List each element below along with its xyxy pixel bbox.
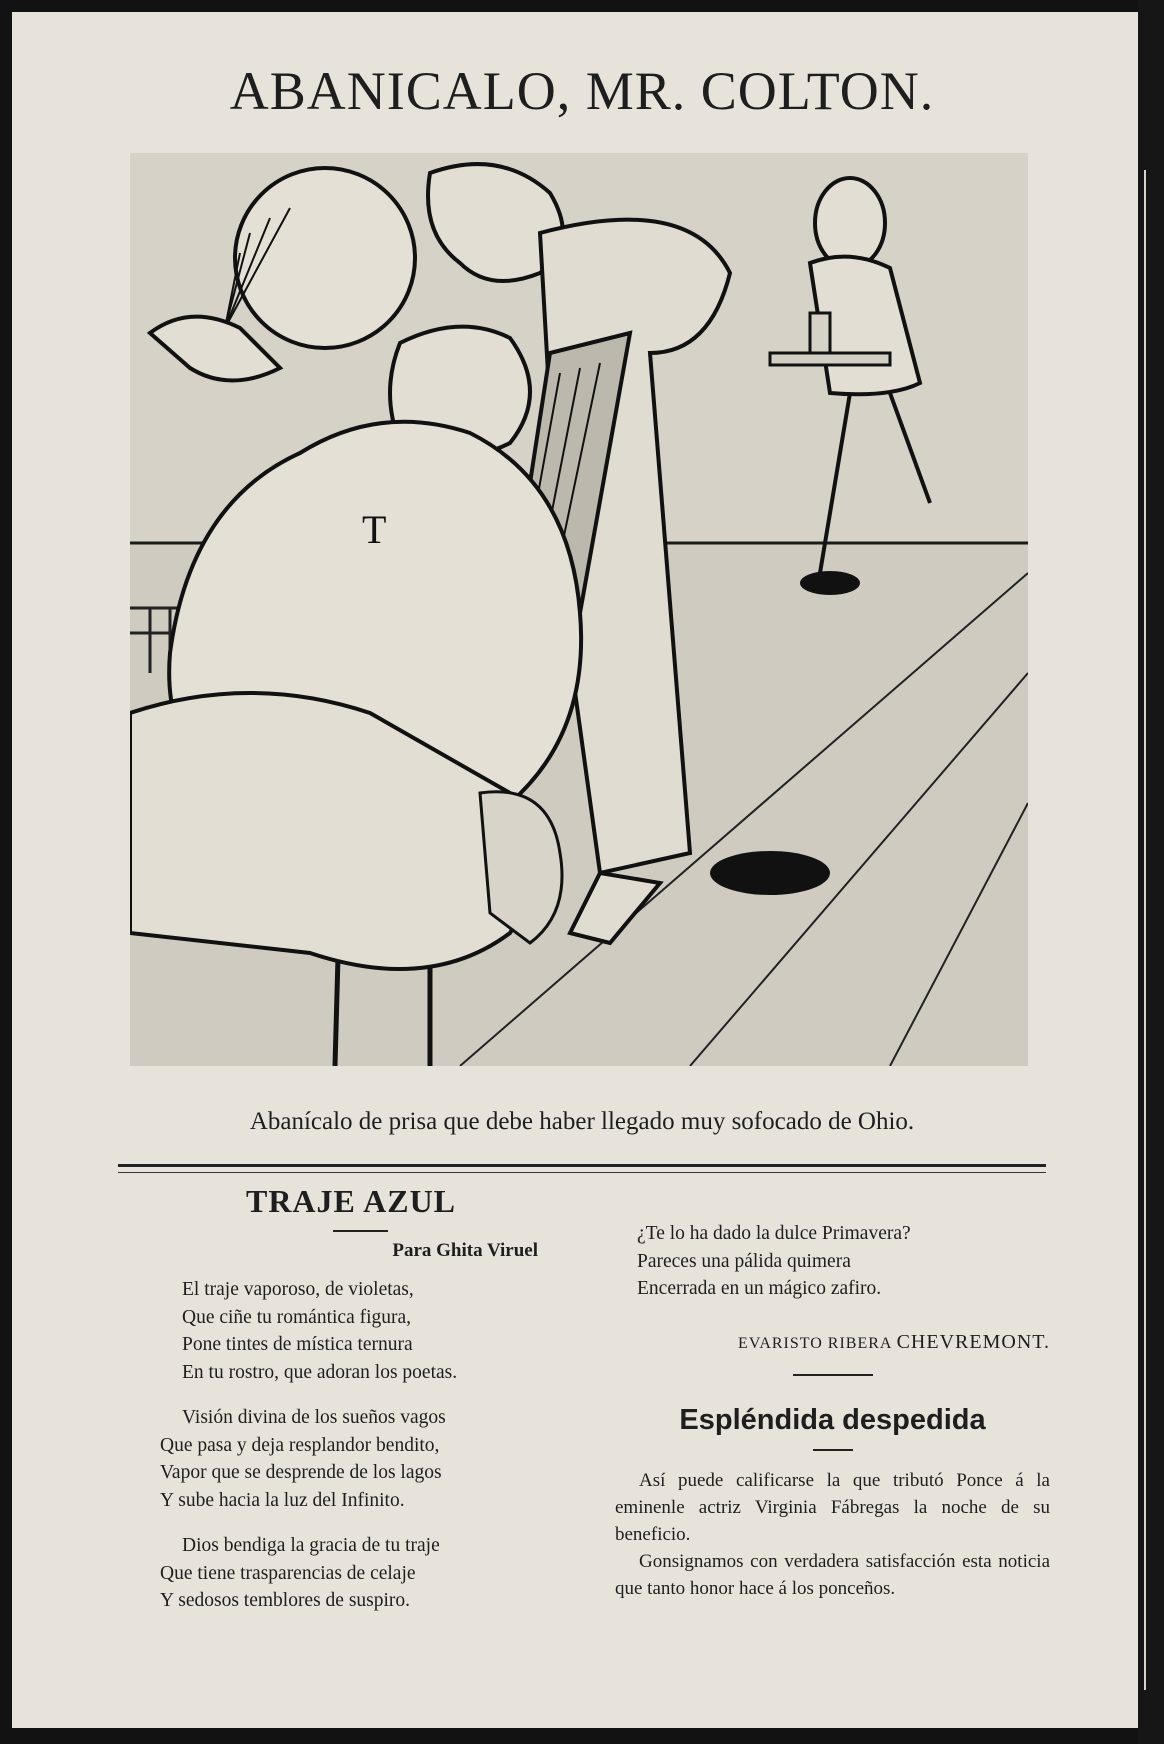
poem-author: [615, 1331, 1050, 1354]
stanza: [160, 1532, 560, 1615]
page-title: ABANICALO, MR. COLTON.: [229, 61, 935, 121]
verse-line: Que tiene trasparencias de celaje: [160, 1562, 416, 1584]
section-divider: [118, 1164, 1046, 1167]
page-edge: [1138, 0, 1164, 1744]
author-first-names: EVARISTO RIBERA: [738, 1334, 892, 1352]
title-rule: [333, 1230, 388, 1232]
verse-line: Que ciñe tu romántica figura,: [182, 1306, 412, 1328]
verse-line: Dios bendiga la gracia de tu traje: [182, 1535, 440, 1556]
poem-dedication: Para Ghita Viruel: [392, 1240, 538, 1261]
verse-line: Pone tintes de mística ternura: [182, 1334, 413, 1355]
verse-line: Y sube hacia la luz del Infinito.: [160, 1489, 405, 1511]
article-rule: [793, 1374, 873, 1376]
verse-line: En tu rostro, que adoran los poetas.: [182, 1361, 458, 1383]
poem-verses: [160, 1276, 560, 1615]
verse-line: Visión divina de los sueños vagos: [182, 1407, 446, 1428]
article-paragraph: Gonsignamos con verdadera satisfacción esta noticia que tanto honor hace á los ponceños.: [615, 1550, 1050, 1599]
article-body: [615, 1467, 1050, 1602]
poem-column-left: [160, 1183, 560, 1633]
poem-title: TRAJE AZUL: [245, 1183, 457, 1219]
cartoon-caption: Abanícalo de prisa que debe haber llegado muy sofocado de Ohio.: [249, 1108, 915, 1135]
verse-line: Y sedosos temblores de suspiro.: [160, 1590, 411, 1611]
verse-line: ¿Te lo ha dado la dulce Primavera?: [637, 1223, 911, 1244]
cartoon-drawing: [130, 153, 1028, 1066]
article-title-rule: [813, 1449, 853, 1451]
verse-line: Vapor que se desprende de los lagos: [160, 1462, 442, 1483]
verse-line: Que pasa y deja resplandor bendito,: [160, 1434, 440, 1456]
section-divider-thin: [118, 1172, 1046, 1173]
stanza: [160, 1404, 560, 1514]
binding-line: [1144, 170, 1146, 1690]
verse-line: Encerrada en un mágico zafiro.: [637, 1278, 882, 1299]
article-paragraph: Así puede calificarse la que tributó Ponce á la eminenle actriz Virginia Fábregas la noche de su beneficio.: [615, 1469, 1050, 1545]
poem-verses-continued: [615, 1220, 1050, 1303]
right-column: [615, 1220, 1050, 1602]
cartoon-letter: T: [362, 507, 387, 552]
stanza: [615, 1220, 1050, 1303]
author-surname: CHEVREMONT.: [896, 1330, 1050, 1353]
cartoon-illustration: [130, 153, 1028, 1066]
verse-line: Pareces una pálida quimera: [637, 1250, 851, 1272]
stanza: [160, 1276, 560, 1386]
verse-line: El traje vaporoso, de violetas,: [182, 1279, 414, 1300]
article-title: Espléndida despedida: [679, 1403, 986, 1436]
